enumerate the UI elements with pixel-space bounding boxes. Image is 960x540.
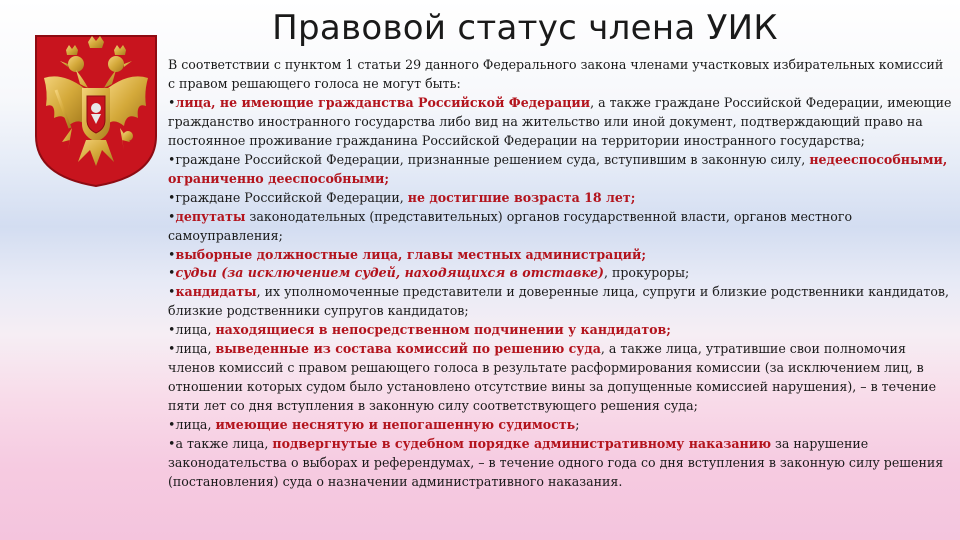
item-text: лица, bbox=[175, 341, 216, 357]
content-body bbox=[168, 56, 952, 492]
bullet-marker: • bbox=[168, 246, 176, 262]
item-text-continued: ; bbox=[575, 417, 580, 433]
restrictions-list bbox=[168, 94, 952, 492]
list-item bbox=[168, 435, 952, 492]
item-text-continued: , прокуроры; bbox=[603, 265, 690, 281]
item-text: лица, bbox=[175, 417, 216, 433]
item-highlight: кандидаты bbox=[175, 284, 257, 300]
list-item bbox=[168, 189, 952, 208]
russian-coat-of-arms-icon bbox=[32, 32, 160, 188]
bullet-marker: • bbox=[168, 417, 176, 433]
item-highlight: депутаты bbox=[175, 208, 246, 224]
bullet-marker: • bbox=[168, 151, 176, 167]
item-text-continued: , а также лица, утратившие свои полномочия членов комиссий с правом решающего голоса в результате расформирования комиссии (за исключением лиц, в отношении которых судом было установлено отсутствие вины за допущенные комиссией нарушения), – в течение пяти лет со дня вступления в законную силу соответствующего решения суда; bbox=[168, 341, 937, 414]
intro-paragraph: В соответствии с пунктом 1 статьи 29 данного Федерального закона членами участковых избирательных комиссий с правом решающего голоса не могут быть: bbox=[168, 57, 944, 91]
list-item bbox=[168, 321, 952, 340]
item-text: лица, bbox=[175, 322, 216, 338]
list-item bbox=[168, 340, 952, 416]
list-item bbox=[168, 94, 952, 151]
bullet-marker: • bbox=[168, 265, 176, 281]
bullet-marker: • bbox=[168, 436, 176, 452]
bullet-marker: • bbox=[168, 284, 176, 300]
bullet-marker: • bbox=[168, 208, 176, 224]
bullet-marker: • bbox=[168, 341, 176, 357]
item-text-continued: законодательных (представительных) органов государственной власти, органов местного самоуправления; bbox=[168, 208, 853, 243]
bullet-marker: • bbox=[168, 189, 176, 205]
item-text-continued: , их уполномоченные представители и доверенные лица, супруги и близкие родственники кандидатов, близкие родственники супругов кандидатов; bbox=[168, 284, 950, 319]
bullet-marker: • bbox=[168, 94, 176, 110]
item-highlight: подвергнутые в судебном порядке административному наказанию bbox=[272, 436, 772, 452]
item-highlight: выведенные из состава комиссий по решению суда bbox=[215, 341, 601, 357]
item-highlight: находящиеся в непосредственном подчинении у кандидатов; bbox=[215, 322, 671, 338]
list-item bbox=[168, 283, 952, 321]
item-highlight: выборные должностные лица, главы местных администраций; bbox=[175, 246, 646, 262]
list-item bbox=[168, 208, 952, 246]
item-highlight: судьи (за исключением судей, находящихся в отставке) bbox=[175, 265, 604, 281]
list-item bbox=[168, 264, 952, 283]
item-text: граждане Российской Федерации, признанные решением суда, вступившим в законную силу, bbox=[175, 151, 810, 167]
item-text: а также лица, bbox=[175, 436, 273, 452]
item-text: граждане Российской Федерации, bbox=[175, 189, 408, 205]
item-highlight: недееспособными, ограниченно дееспособными; bbox=[168, 151, 948, 186]
item-text-continued: , а также граждане Российской Федерации, имеющие гражданство иностранного государства либо вид на жительство или иной документ, подтверждающий право на постоянное проживание гражданина Российской Федерации на территории иностранного государства; bbox=[168, 94, 952, 148]
item-text-continued: за нарушение законодательства о выборах и референдумах, – в течение одного года со дня вступления в законную силу решения (постановления) суда о назначении административного наказания. bbox=[168, 436, 944, 489]
item-highlight: не достигшие возраста 18 лет; bbox=[407, 189, 636, 205]
item-highlight: лица, не имеющие гражданства Российской Федерации bbox=[175, 94, 591, 110]
bullet-marker: • bbox=[168, 322, 176, 338]
item-highlight: имеющие неснятую и непогашенную судимость bbox=[215, 417, 576, 433]
list-item bbox=[168, 151, 952, 189]
list-item bbox=[168, 246, 952, 265]
list-item bbox=[168, 416, 952, 435]
slide-title: Правовой статус члена УИК bbox=[272, 8, 778, 48]
